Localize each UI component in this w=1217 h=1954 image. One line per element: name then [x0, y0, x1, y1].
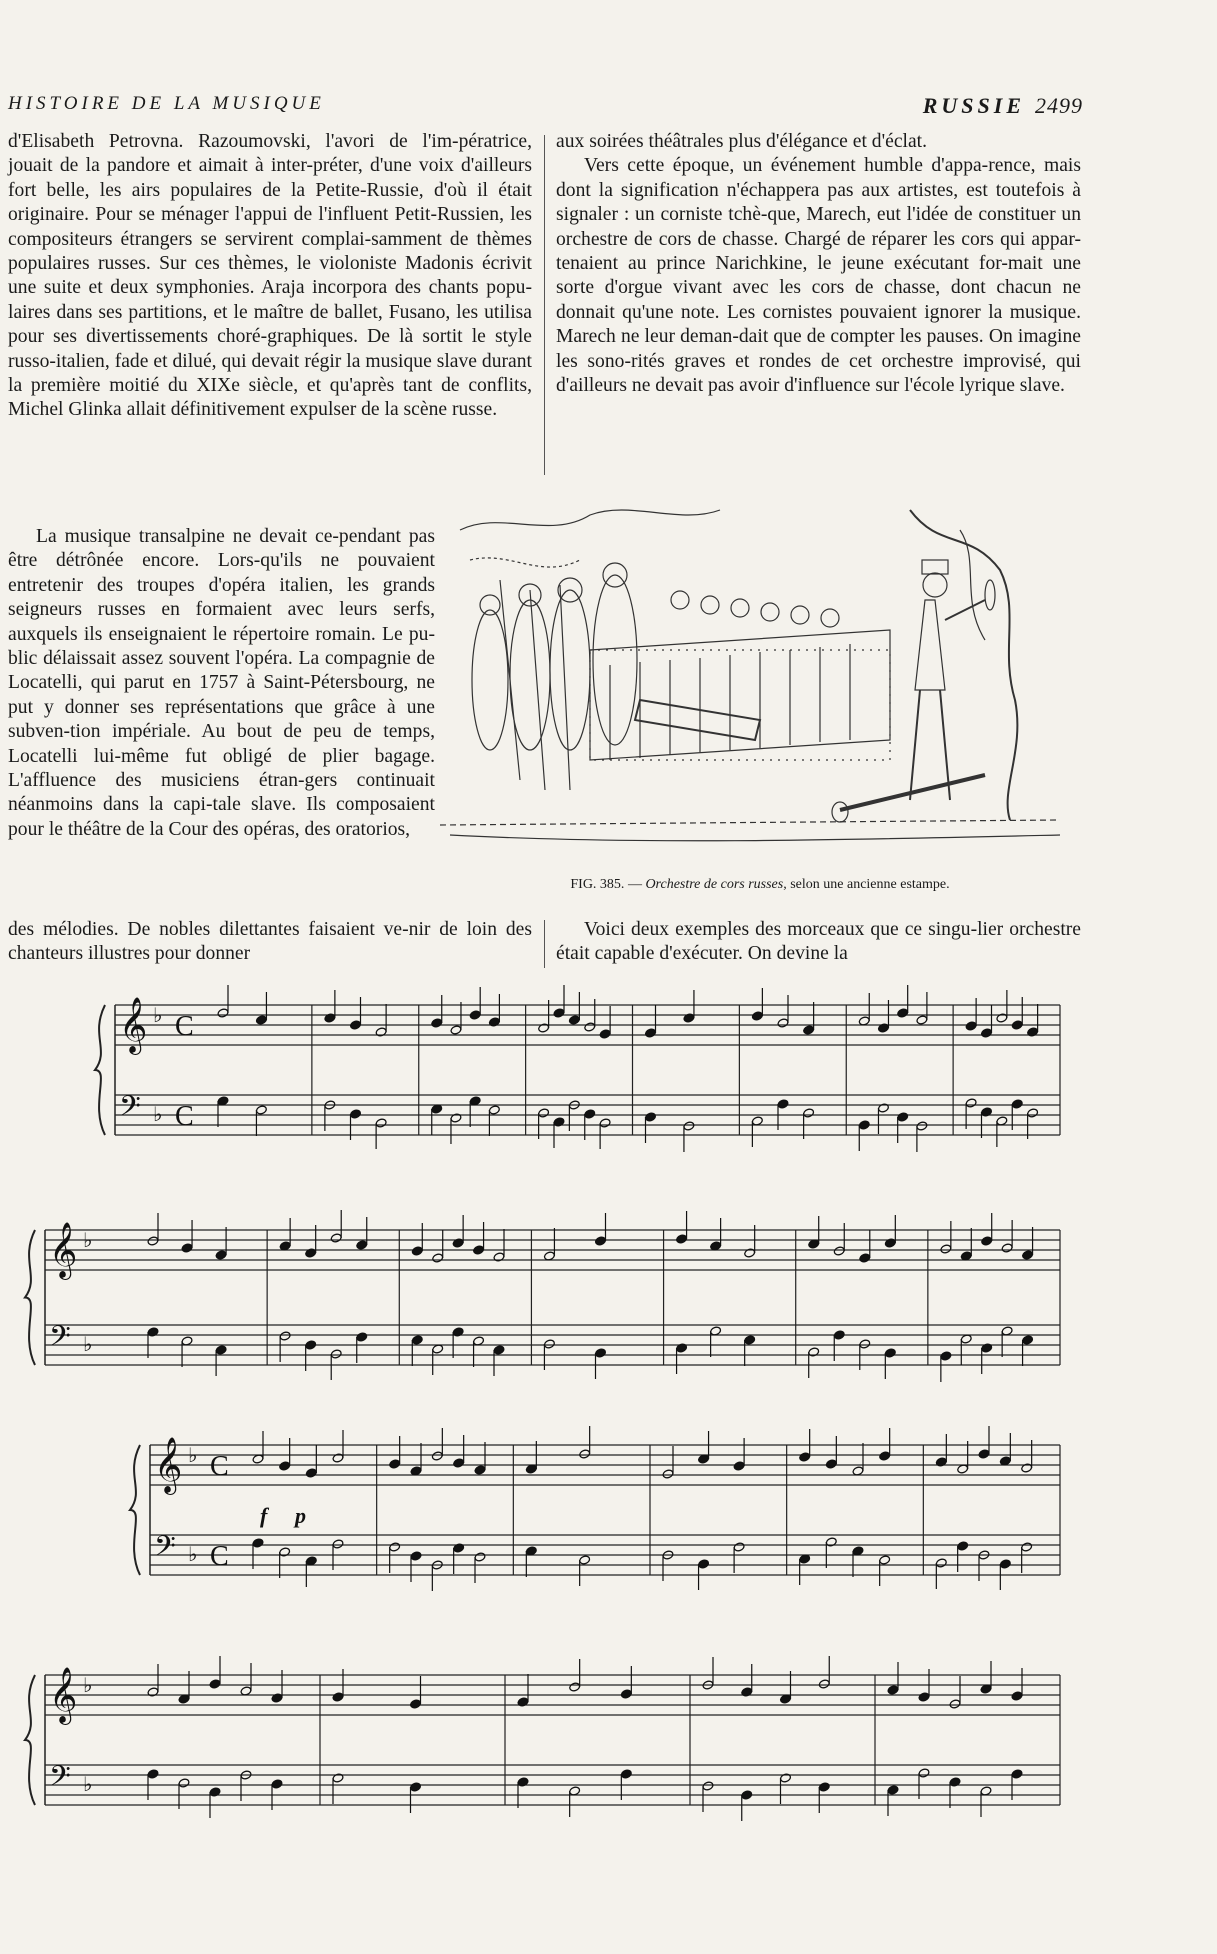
- note-head: [256, 1105, 268, 1115]
- note-head: [940, 1244, 952, 1254]
- dynamic-forte: f: [260, 1503, 268, 1528]
- note-head: [833, 1246, 845, 1256]
- paragraph: des mélodies. De nobles dilettantes faisaient ve-nir de loin des chanteurs illustres pour donner: [8, 919, 532, 965]
- note-head: [543, 1339, 555, 1349]
- note-head: [662, 1469, 674, 1479]
- note-head: [279, 1461, 291, 1471]
- note-head: [916, 1015, 928, 1025]
- note-head: [595, 1348, 607, 1358]
- paragraph: Vers cette époque, un événement humble d'appa-rence, mais dont la signification n'échappera pas aux artistes, est toutefois à signaler : un corniste tchè-que, Marech, eut l'idée de constituer un orchestre de cors de chasse. Chargé de réparer les cors qui appar-tenaient au prince Narichkine, le jeune exécutant for-mait une sorte d'orgue vivant avec les cors de chasse, dont chacun ne donnait qu'une note. Les cornistes pouvaient ignorer la musique. Marech ne leur deman-dait que de compter les pauses. On imagine les sono-rités graves et rondes de cet orchestre improvisé, qui d'ailleurs ne devait pas avoir d'influence sur l'école lyrique slave.: [556, 155, 1081, 397]
- note-head: [803, 1108, 815, 1118]
- note-head: [410, 1551, 422, 1561]
- key-flat: ♭: [153, 1003, 163, 1027]
- key-flat: ♭: [83, 1673, 93, 1697]
- note-head: [147, 1769, 159, 1779]
- note-head: [698, 1559, 710, 1569]
- note-head: [1011, 1020, 1023, 1030]
- note-head: [858, 1120, 870, 1130]
- note-head: [411, 1335, 423, 1345]
- running-title: HISTOIRE DE LA MUSIQUE: [8, 93, 325, 114]
- note-head: [887, 1685, 899, 1695]
- note-head: [733, 1461, 745, 1471]
- note-head: [940, 1351, 952, 1361]
- note-head: [1022, 1335, 1034, 1345]
- note-head: [981, 1028, 993, 1038]
- note-head: [965, 1021, 977, 1031]
- key-flat: ♭: [153, 1102, 163, 1126]
- key-flat: ♭: [83, 1228, 93, 1252]
- note-head: [645, 1028, 657, 1038]
- note-head: [493, 1345, 505, 1355]
- paragraph: aux soirées théâtrales plus d'élégance et d'éclat.: [556, 131, 928, 152]
- column-right-top: [556, 130, 1081, 398]
- note-head: [474, 1552, 486, 1562]
- note-head: [1022, 1250, 1034, 1260]
- note-head: [620, 1689, 632, 1699]
- note-head: [676, 1234, 688, 1244]
- system-brace: [25, 1675, 35, 1805]
- note-head: [645, 1112, 657, 1122]
- note-head: [879, 1555, 891, 1565]
- note-head: [683, 1121, 695, 1131]
- figure-caption: FIG. 385. — Orchestre de cors russes, selon une ancienne estampe.: [570, 877, 950, 892]
- note-head: [147, 1236, 159, 1246]
- note-head: [1021, 1542, 1033, 1552]
- note-head: [999, 1559, 1011, 1569]
- note-head: [350, 1109, 362, 1119]
- treble-clef: 𝄞: [49, 1222, 78, 1278]
- horn-orchestra-engraving: [440, 490, 1070, 865]
- note-head: [453, 1458, 465, 1468]
- note-head: [741, 1790, 753, 1800]
- note-head: [978, 1449, 990, 1459]
- figure-label: FIG. 385.: [570, 877, 625, 892]
- key-flat: ♭: [188, 1443, 198, 1467]
- bass-clef: 𝄢: [119, 1090, 141, 1130]
- note-head: [897, 1112, 909, 1122]
- note-head: [833, 1330, 845, 1340]
- note-head: [431, 1018, 443, 1028]
- note-head: [256, 1015, 268, 1025]
- section-title: [923, 93, 1083, 119]
- note-head: [579, 1555, 591, 1565]
- running-header: [8, 93, 1083, 119]
- column-left-middle: [8, 525, 435, 842]
- note-head: [957, 1541, 969, 1551]
- page-number: 2499: [1035, 93, 1083, 118]
- note-head: [949, 1699, 961, 1709]
- note-head: [209, 1679, 221, 1689]
- note-head: [279, 1331, 291, 1341]
- note-head: [897, 1008, 909, 1018]
- note-head: [803, 1025, 815, 1035]
- note-head: [1011, 1099, 1023, 1109]
- note-head: [330, 1233, 342, 1243]
- note-head: [1011, 1691, 1023, 1701]
- note-head: [332, 1692, 344, 1702]
- note-head: [1011, 1769, 1023, 1779]
- note-head: [350, 1020, 362, 1030]
- section-name: RUSSIE: [922, 93, 1025, 118]
- note-head: [305, 1468, 317, 1478]
- note-head: [569, 1682, 581, 1692]
- system-brace: [95, 1005, 105, 1135]
- key-flat: ♭: [83, 1332, 93, 1356]
- engraving-illustration: [440, 490, 1070, 865]
- treble-clef: 𝄞: [154, 1437, 183, 1493]
- note-head: [410, 1782, 422, 1792]
- note-head: [916, 1121, 928, 1131]
- note-head: [271, 1779, 283, 1789]
- note-head: [733, 1542, 745, 1552]
- note-head: [375, 1118, 387, 1128]
- note-head: [777, 1018, 789, 1028]
- note-head: [859, 1253, 871, 1263]
- dynamic-piano: p: [295, 1503, 306, 1528]
- note-head: [702, 1781, 714, 1791]
- note-head: [538, 1108, 550, 1118]
- note-head: [410, 1699, 422, 1709]
- note-head: [389, 1542, 401, 1552]
- paragraph: La musique transalpine ne devait ce-pendant pas être détrônée encore. Lors-qu'ils ne pouvaient entretenir des troupes d'opéra italien, les grands seigneurs russes en formaient avec leurs serfs, auxquels ils enseignaient le répertoire romain. Le pu-blic délaissait assez souvent l'opéra. La compagnie de Locatelli, qui parut en 1757 à Saint-Pétersbourg, ne put y donner ses représentations que grâce à une subven-tion impériale. Au bout de peu de temps, Locatelli lui-même fut obligé de plier bagage. L'affluence des musiciens étran-gers continuait néanmoins dans la capi-tale slave. Ils composaient pour le théâtre de la Cour des opéras, des oratorios,: [8, 526, 435, 840]
- note-head: [178, 1778, 190, 1788]
- key-flat: ♭: [83, 1772, 93, 1796]
- note-head: [488, 1105, 500, 1115]
- note-head: [599, 1029, 611, 1039]
- paragraph: d'Elisabeth Petrovna. Razoumovski, l'avori de l'im-pératrice, jouait de la pandore et aimait à inter-préter, d'une voix d'ailleurs fort belle, les airs populaires de la Petite-Russie, d'où il était originaire. Pour se ménager l'appui de l'influent Petit-Russien, les compositeurs étrangers se servirent complai-samment de thèmes populaires russes. Sur ces thèmes, le violoniste Madonis écrivit une suite et deux symphonies. Araja incorpora des chants popu-laires dans ses partitions, et le maître de ballet, Fusano, les utilisa pour ses divertissements choré-graphiques. De là sortit le style russo-italien, fade et dilué, qui devait régir la musique slave durant la première moitié du XIXe siècle, et qu'après tant de conflits, Michel Glinka allait définitivement expulser de la scène russe.: [8, 131, 532, 421]
- note-head: [473, 1245, 485, 1255]
- note-head: [450, 1025, 462, 1035]
- note-head: [584, 1109, 596, 1119]
- note-head: [305, 1340, 317, 1350]
- note-head: [799, 1452, 811, 1462]
- note-head: [215, 1345, 227, 1355]
- note-head: [818, 1782, 830, 1792]
- note-head: [887, 1785, 899, 1795]
- music-score: [0, 985, 1217, 1925]
- time-signature: C: [210, 1451, 229, 1482]
- note-head: [181, 1243, 193, 1253]
- time-signature: C: [175, 1011, 194, 1042]
- note-head: [620, 1769, 632, 1779]
- note-head: [744, 1335, 756, 1345]
- note-head: [965, 1098, 977, 1108]
- note-head: [474, 1465, 486, 1475]
- bass-clef: 𝄢: [49, 1760, 71, 1800]
- column-rule-top: [544, 135, 545, 475]
- note-head: [431, 1451, 443, 1461]
- note-head: [825, 1459, 837, 1469]
- treble-clef: 𝄞: [49, 1667, 78, 1723]
- score-notation: [0, 985, 1217, 1925]
- note-head: [217, 1008, 229, 1018]
- note-head: [330, 1349, 342, 1359]
- note-head: [777, 1099, 789, 1109]
- note-head: [1001, 1243, 1013, 1253]
- note-head: [469, 1010, 481, 1020]
- note-head: [859, 1339, 871, 1349]
- note-head: [584, 1022, 596, 1032]
- system-brace: [25, 1230, 35, 1365]
- column-right-bottom: [556, 918, 1081, 967]
- note-head: [918, 1768, 930, 1778]
- key-flat: ♭: [188, 1542, 198, 1566]
- note-head: [432, 1253, 444, 1263]
- time-signature: C: [210, 1541, 229, 1572]
- column-left-top: [8, 130, 532, 423]
- note-head: [884, 1348, 896, 1358]
- note-head: [818, 1679, 830, 1689]
- note-head: [935, 1558, 947, 1568]
- treble-clef: 𝄞: [119, 997, 148, 1053]
- note-head: [252, 1538, 264, 1548]
- note-head: [389, 1459, 401, 1469]
- note-head: [411, 1246, 423, 1256]
- note-head: [879, 1451, 891, 1461]
- note-head: [356, 1332, 368, 1342]
- note-head: [1027, 1108, 1039, 1118]
- note-head: [356, 1240, 368, 1250]
- column-left-bottom: [8, 918, 532, 967]
- note-head: [579, 1449, 591, 1459]
- figure-title: Orchestre de cors russes: [645, 877, 784, 892]
- time-signature: C: [175, 1101, 194, 1132]
- note-head: [599, 1118, 611, 1128]
- paragraph: Voici deux exemples des morceaux que ce singu-lier orchestre était capable d'exécuter. On devine la: [556, 919, 1081, 965]
- figure-caption-rest: , selon une ancienne estampe.: [783, 877, 950, 892]
- note-head: [215, 1250, 227, 1260]
- column-rule-bottom: [544, 920, 545, 968]
- note-head: [981, 1236, 993, 1246]
- note-head: [595, 1236, 607, 1246]
- system-brace: [130, 1445, 140, 1575]
- note-head: [918, 1692, 930, 1702]
- note-head: [751, 1011, 763, 1021]
- note-head: [553, 1008, 565, 1018]
- bass-clef: 𝄢: [49, 1320, 71, 1360]
- note-head: [332, 1539, 344, 1549]
- note-head: [568, 1015, 580, 1025]
- bass-clef: 𝄢: [154, 1530, 176, 1570]
